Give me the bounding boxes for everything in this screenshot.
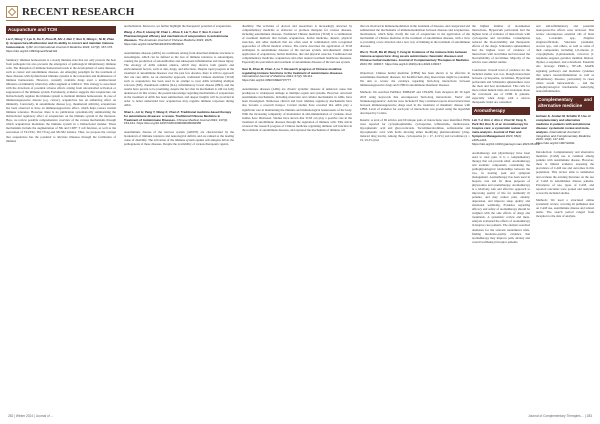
- ref-title: Aromatherapy for hospice care: a systematic review and meta-analysis. Journal of Pain and Symptom Management: [472, 122, 529, 138]
- ref-authors: Guo R, Zhao M, Chen J, Lu Y.: [242, 66, 284, 71]
- abstract-paragraph: Conclusion: Overall level of evidence for the included studies was low, though interactions between cyclosporine, tacrolimus, Hypericum perforatum and Schisandra sphenanthera were the most and best documented. This calls for more robust human trials and awareness about the concurrent use of CHM in patients, especially when drugs with a narrow therapeutic index are consumed.: [472, 67, 530, 105]
- right-columns: [472, 24, 594, 408]
- section-heading: Complementary and alternative medicine: [536, 96, 594, 111]
- ref-authors: Liu F, Wang Y, Lyu K, Du X, Zhou M, Shi J, Ren Y, Sun S, Wang L, Ni M, Zhao Q.: [6, 37, 115, 45]
- abstract-paragraph: Autoimmune diseases (AIDs) are conditions arising from abnormal immune reactions to autoantigens, which can be defined as the loss of immune tolerance to autoantigens, causing the production of autoantibodies and subsequent inflammation and tissue injury. The etiology of AIDs remains elusive, which may involve both genetic and environmental factors, such as diet, drugs, and infections. Despite rapid progress in the treatment of autoimmune diseases over the past few decades, there is still no approach that can cure AIDs. As an alternative approach, traditional Chinese medicine (TCM) such as acupuncture has been used in an attempt to treat AIDs including multiple sclerosis (MS), rheumatoid arthritis (RA), inflammatory bowel disease (IBD), and the results have proven to be promising, despite the fact that its mechanism is still not fully understood. In this review, the present knowledge regarding mechanisms of acupuncture in the treatment of AIDs has been summarized, and deeper insights will be provided in order to better understand how acupuncture may regulate immune responses during AIDs.: [124, 50, 234, 108]
- ref-citation: 2024; 80: 103017. https://doi.org/10.1016/j.ctim.2024.103017: [360, 62, 442, 67]
- ref-journal: The American Journal of Chinese Medicine: [138, 38, 196, 43]
- ref-citation: 2023; 66(2): e205-e216. https://doi.org/10.1016/j.jpainsymman.2023.05.012: [472, 133, 540, 146]
- header-title: RECENT RESEARCH: [22, 6, 135, 18]
- abstract-paragraph: the highest number of documented interactions. Hypericum perforatum had the highest level of evidence of interactions with cyclosporine and tacrolimus. Consumption reduced the bioavailability and therapeutic effects of the drugs. Schisandra sphenanthera had the highest level of evidence of interactions with tacrolimus and increased the bioavailability of tacrolimus. Majority of the articles were animal studies.: [472, 24, 530, 65]
- ref-citation: 2023; 2025. https://doi.org/10.1142/S0192415X23500226: [124, 38, 213, 46]
- page-footer: [0, 410, 600, 424]
- abstract-paragraph: Introduction: Complementary and alternative medicine (CAM) use is common among patients with autoimmune disease. However, there is limited evidence assessing the prevalence of CAM use and outcomes in this population. This review aims to summarize and evaluate the existing literature on the use of CAM in autoimmune disease patients. Prevalence of use, types of CAM, and reported outcomes were pooled and analyzed across the included studies.: [536, 150, 594, 195]
- ref-journal: Chinese Medical Journal: [176, 117, 210, 122]
- header-rule: [6, 20, 594, 21]
- abstract-paragraph: Methods: We searched PubMed, EMBASE and CINAHL from inception till 30 April 2023 using keywords that encompassed 'herb-drug interactions', 'herbs' and 'immunosuppressive'. Articles were included if they contained reports about interactions between immunosuppressive drugs used in the treatment of rheumatic disease with CHM. Level of evidence for each pair of interactions was graded using the algorithm developed by Colalto.: [360, 90, 470, 115]
- section-heading: Aromatherapy: [472, 107, 530, 115]
- abstract-paragraph: disability. The activities of doctors and researchers is increasingly attracted by complementary medicine to elaborate or promote therapies for various diseases, including autoimmune diseases. Traditional Chinese medicine (TCM) is a combination of treatment methods that include acupuncture, herbal medicine, dietetic, physical exercises, and other methods that are often used in combination with recognized approaches of official medical science. The article describes the application of TCM techniques in autoimmune diseases of the nervous system, anti-rheumatic clinical application of acupuncture, herbal medicine, diet and physical exercise. Traditional and complementary medicine, acupuncture and other natural treatment healthcare measures. Especially the prevention and treatment of autoimmune diseases of the nervous system.: [242, 24, 352, 65]
- ref-citation: 2024; 117(3): 167-176. https://doi.org/10.1093/qjmed/hcad134: [6, 44, 113, 53]
- logo-icon: [6, 6, 18, 18]
- column-4: [360, 24, 470, 408]
- ref-citation: 2023; 13(2): 117-129. https://doi.org/10.1007/s0011: [536, 137, 575, 146]
- ref-authors: Wu H, Tin M, Ma W, Wang Y, Feng B.: [360, 50, 412, 55]
- ref-title: Traditional medicine-based therapy for autoimmune diseases: a review. Traditional Chinese Medicine in Treatment of Autoimmune Diseases.: [124, 109, 232, 122]
- footer-right: Journal of Complementary Therapies ... | 283: [528, 414, 592, 418]
- reference-entry: [6, 38, 116, 54]
- column-3: [242, 24, 352, 408]
- column-1: [6, 24, 116, 408]
- section-heading: Acupuncture and TCM: [6, 26, 116, 34]
- abstract-paragraph: Objectives: Chinese herbal medicine (CHM) has been shown to be effective in autoimmune rheumatic diseases, but harmful herb-drug interactions might be potential. We aim to review the evidence regarding herb-drug interactions between immunosuppressive drugs and CHM in autoimmune rheumatic diseases.: [360, 71, 470, 88]
- reference-entry: [360, 51, 470, 67]
- abstract-paragraph: Autoimmune diseases (AIDs) are chronic systemic diseases of unknown cause that predispose to widespread damage to multiple organs and systems. However, structural autoimmune mechanisms, including molecular and cellular mechanisms in AIDs, have been investigated. Numerous clinical and basic immune regulatory mechanisms have also become a research hotspot. Current studies have revealed that AIDs play a significant role in maintaining the immune and immunological homeostasis of the body. With the increasing complexity of modulation in anti-immunization of cytokine, more studies have illustrated. Studies have shown that TCM can play a positive role in the treatment of autoimmune diseases through the regulation of immune cells. This article reviewed the research progress of Chinese medicine regulating immune cell function in the treatment of autoimmune diseases, and explored the mechanism of immune cell: [242, 87, 352, 132]
- abstract-paragraph: Results: A total of 69 articles and 69 unique pairs of interactions were identified. HDIs were reported for cyclophosphamide, cyclosporine, leflunomide, methotrexate, mycophenolic acid and glucocorticoids. Tacrolimus/sirolimus, sulfasalazine and mycophenolic acid, with herbs showing either modifying pharmacokinetic (drug-induced drug levels). Among these, cyclosporine (n = 27, 41.9%) and tacrolimus (n = 19, 29.3%) had: [360, 117, 470, 143]
- abstract-paragraph: Autoimmune disease of the nervous system (AIDNS) are characterized by the breakdown of immune tolerance and neurological deficits and are ranked as the leading cause of disability. The activation of the immune system against self-antigens drives the pathogenesis of these diseases. Despite the availability of various therapeutic agents,: [124, 130, 234, 147]
- ref-authors: Wang J, Zhu X, Huang W, Chen L, Zhou F, Liu Y, Zuo Y, Sun X, Liao X: [124, 30, 222, 35]
- reference-entry: [472, 118, 540, 146]
- column-2: [124, 24, 234, 408]
- reference-entry: [124, 111, 234, 127]
- page-header: [0, 0, 600, 26]
- abstract-paragraph: normalization. Moreover, we further highlight the therapeutic potential of acupuncture.: [124, 24, 232, 28]
- ref-title: Acupuncture-Moxibustion and its ability to correct and maintain immune homeostasis.: [6, 40, 114, 49]
- ref-title: Use of complementary and alternative medicine in patients with autoimmune disease: systematic review and meta-analysis.: [536, 113, 591, 134]
- column-5-text: [472, 24, 540, 408]
- abstract-paragraph: that are involved in immunomodulation in the treatment of diseases, and categorized and summarized the mechanisms of immunomodulation between diseases and acupuncture-moxibustion, which helps clarify the role of acupuncture in the application of the mechanism of Chinese medicine in the treatment of autoimmune diseases, with a view to providing a new direction and a new way of thinking in the treatment of autoimmune diseases.: [360, 24, 470, 49]
- ref-title: Evidence of the immune links between immune-acupuncture: drug assets autoimmune rheumatic diseases and Chinese herbal medicines. Journal of Complementary Therapies in Medicine: [360, 50, 469, 63]
- reference-entry: [242, 68, 352, 84]
- reference-entry: [124, 31, 234, 47]
- abstract-paragraph: and anti-inflammatory and potential neuroprotective effects were reviewed. This review encompasses essential oils of Ruta spp., Lavandula spp., Zingiber zingiberofficinale, Valeriana jatamansi, Acorus spp., and others, as well as some of their components, including 1,8-cineole, β-caryophyllene, β-pinobanksin, carvacrol, β-terpinene, eugenol, geraniol, menthol, linalool, thymol, α-terpineol, and α-bisabolol. Essential oils leverage PPAR-γ, NF-κB, MAPK signaling pathways and modulate cytokines that reduce neuroinflammation as well as inflammatory diseases, particularly in cases where recent nutraceuticals ... and the pathophysiological mechanisms underlying neuroinflammation.: [536, 24, 594, 93]
- ref-journal: QJM: An International Journal of Medicine: [26, 44, 82, 49]
- ref-authors: Holmes S, Jordan M, Schiller P.: [536, 113, 581, 118]
- ref-title: Pharmacological efficacy and mechanism of acupuncture in autoimmune diseases.: [124, 34, 229, 43]
- abstract-paragraph: Aromatherapy and phytotherapy have been used to treat pain. It is a complementary therapy that can provide relief. Aromatherapy and aromatic compounds, considering the pathophysiological relationships between the two, in treating pain and symptom management. Aromatherapy has been used in hospice care and for these purposes of phytosomes and aromatherapy. Aromatherapy is a relatively safe and effective approach to improving quality of life for terminally ill patients, and may reduce pain, anxiety, depression, and improve sleep quality and emotional wellbeing. Evidence regarding efficacy and safety of aromatherapy should be weighed with the side effects of drugs and treatments. A systematic review and meta-analysis evaluated the effects of aromatherapy in hospice care patients. The analysis searched databases for the relevant randomized trials, finding moderate-quality evidence that aromatherapy may improve pain, anxiety and overall wellbeing in hospice patients.: [472, 150, 530, 244]
- ref-authors: Shen L, Lin H, Peng Y, Wang X, Chen Z.: [124, 109, 180, 114]
- ref-authors: Lim Y-J, Kim J, Ahn J, Choi W, Yang S, Park SH, Eun S, et al.: [472, 118, 527, 127]
- footer-left: 282 | Winter 2024 | Journal of ...: [8, 414, 54, 418]
- ref-journal: International Journal of Medicine: [242, 74, 286, 79]
- abstract-paragraph: Methods: We used a structured online systematic review, covering all published data on CAM use, autoimmune disease and related terms. The search period ranged from inception to the date of analysis.: [536, 197, 594, 219]
- ref-citation: 2024; 67(2): 99-111. https://doi.org/10.3390/CME0707777: [242, 74, 313, 83]
- column-6: [536, 24, 594, 408]
- ref-citation: 2024; 137(2): 153-161. https://doi.org/10.1097/CM9.0000000000002956: [124, 117, 229, 126]
- abstract-paragraph: Summary: Immune homeostasis is a steady immune state that not only protects the host from pathogens but also prevents the emergence of pathological inflammatory immune cells. The disruption of immune homeostasis leads to the development of some diseases, such as cancer and autoimmune diseases. An emerging paradigm for the treatment of these diseases with dysfunctional immune systems is the restoration and maintenance of immune homeostasis. However, currently available drugs exert a unidirectional influence on immunity when they either augment or inhibit it. This strategy is associated with the drawback of potential adverse effects arising from uncontrolled activation or suppression of the immune system. Fortunately, evidence suggests that acupuncture can bidirectionally regulate the immune system to maintain immune homeostasis. In case of immunosuppressive disease (e.g. cancer), acupuncture has an enhancing effect on immunity. Conversely, in autoimmune disease (e.g. rheumatoid arthritis), acupuncture has been observed to have an immunosuppressive effect, which helps restore normal immune tolerance. However, there is no publication systematically summarizing the bidirectional regulatory effect of acupuncture on the immune system in the literature. Here, we review possible comprehensive overview of the various mechanisms through which acupuncture modulates the immune system in a bidirectional manner. These mechanisms include the augmentation of NK and CD8+ T cell function, as well as the restoration of Th1/Th2, Th17/Treg and M1/M2 balance. Thus, we propose the concept that acupuncture has the potential to alleviate illnesses through the facilitation of immune: [6, 57, 116, 143]
- reference-entry: [536, 115, 594, 146]
- ref-title: Research progress of Chinese medicine regulating immune functions in the treatment of autoimmune diseases.: [242, 66, 344, 75]
- ref-journal: International Journal of Integrative and Complementary Medicine: [536, 129, 591, 138]
